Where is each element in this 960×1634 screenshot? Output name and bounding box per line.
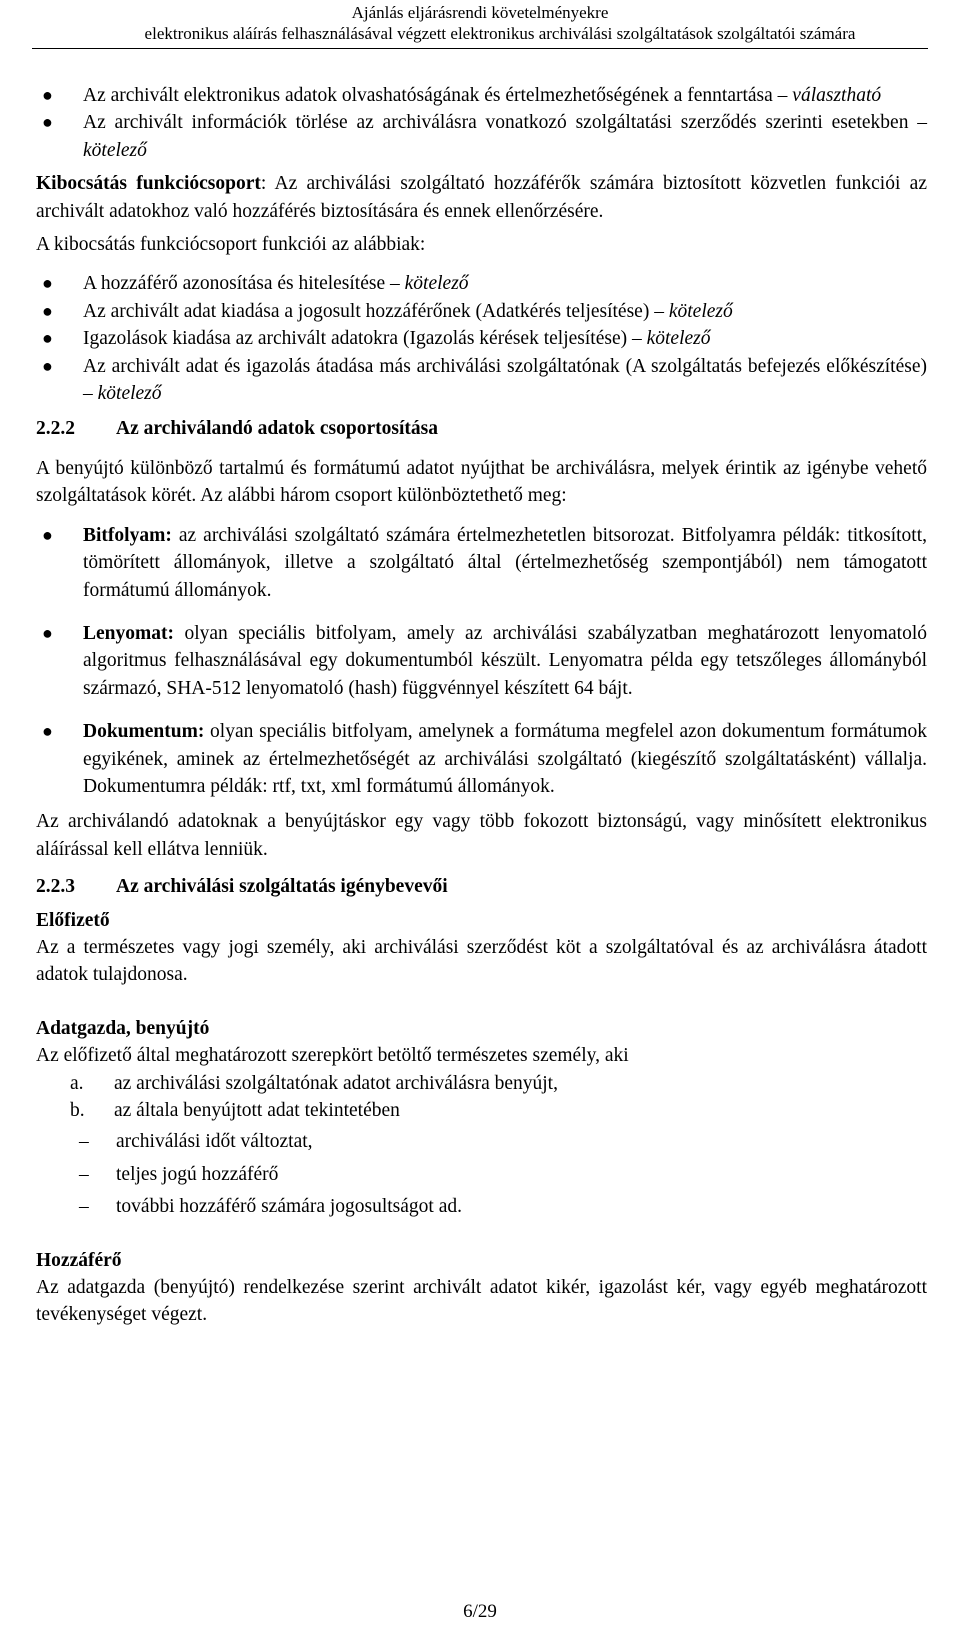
section-222-intro: A benyújtó különböző tartalmú és formátumú adatot nyújthat be archiválásra, melyek érintik az igénybe vehető szolgáltatások körét. Az alábbi három csoport különböztethető meg:	[36, 457, 927, 507]
list-item	[36, 270, 927, 297]
list-item	[36, 353, 927, 408]
list-item-text: archiválási időt változtat,	[116, 1131, 313, 1153]
bullet-icon: ●	[42, 112, 53, 133]
list-item	[36, 718, 927, 800]
section-title: Az archiválandó adatok csoportosítása	[116, 418, 438, 440]
adatgazda-sub-list	[36, 1128, 927, 1220]
list-item	[36, 298, 927, 325]
section-heading-2-2-2	[36, 415, 927, 442]
list-item-text: teljes jogú hozzáférő	[116, 1163, 279, 1185]
elofizeto-title: Előfizető	[36, 909, 110, 931]
bullet-icon: ●	[42, 273, 53, 294]
bullet-icon: ●	[42, 328, 53, 349]
list-item-text: Az archivált adat és igazolás átadása más archiválási szolgáltatónak (A szolgáltatás befejezés előkészítése) –	[83, 355, 927, 405]
status-text: kötelező	[83, 139, 147, 161]
dash-marker: –	[79, 1196, 89, 1218]
bullet-icon: ●	[42, 300, 53, 321]
elofizeto-text: Az a természetes vagy jogi személy, aki archiválási szerződést köt a szolgáltatóval és az archiválásra átadott adatok tulajdonosa.	[36, 936, 927, 986]
kibocsatas-label: Kibocsátás funkciócsoport	[36, 173, 261, 195]
list-item	[36, 82, 927, 109]
adatgazda-list	[36, 1070, 927, 1125]
term-definition: olyan speciális bitfolyam, amelynek a formátuma megfelel azon dokumentum formátumok egyikének, aminek az értelmezhetőségét az archiválási szolgáltató (kiegészítő szolgáltatásként) vállalja. Dokumentumra példák: rtf, txt, xml formátumú állományok.	[83, 721, 927, 797]
list-item-text: az archiválási szolgáltatónak adatot archiválásra benyújt,	[114, 1072, 558, 1094]
kibocsatas-intro: A kibocsátás funkciócsoport funkciói az alábbiak:	[36, 234, 426, 256]
list-item	[36, 1161, 927, 1188]
list-item	[36, 522, 927, 604]
dash-marker: –	[79, 1163, 89, 1185]
bullet-icon: ●	[42, 721, 53, 742]
list-marker: a.	[70, 1072, 84, 1094]
list-item	[36, 1070, 927, 1097]
adatgazda-title: Adatgazda, benyújtó	[36, 1017, 210, 1039]
status-text: kötelező	[97, 383, 162, 405]
hozzafero-title: Hozzáférő	[36, 1249, 122, 1271]
status-text: kötelező	[646, 328, 711, 350]
section-222-closing: Az archiválandó adatoknak a benyújtáskor egy vagy több fokozott biztonságú, vagy minősített elektronikus aláírással kell ellátva lenniük.	[36, 811, 927, 860]
term-label: Bitfolyam:	[83, 524, 172, 546]
bullet-icon: ●	[42, 524, 53, 545]
page-number: 6/29	[463, 1601, 497, 1622]
list-item-text: Az archivált elektronikus adatok olvashatóságának és értelmezhetőségének a fenntartása –	[83, 85, 793, 106]
section-number: 2.2.2	[36, 418, 75, 440]
page-header	[0, 2, 960, 44]
data-groups-list	[36, 522, 927, 801]
list-item-text: további hozzáférő számára jogosultságot ad.	[116, 1196, 463, 1218]
hozzafero-text: Az adatgazda (benyújtó) rendelkezése szerint archivált adatot kikér, igazolást kér, vagy egyéb meghatározott tevékenységet végezt.	[36, 1277, 927, 1326]
header-rule	[32, 48, 928, 49]
term-definition: olyan speciális bitfolyam, amely az archiválási szabályzatban meghatározott lenyomatoló algoritmus felhasználásával egy dokumentumból készült. Lenyomatra példa egy tetszőleges állományból származó, SHA-512 lenyomatoló (hash) függvénnyel készített 64 bájt.	[83, 622, 927, 699]
list-item	[36, 325, 927, 352]
list-item-text: Az archivált adat kiadása a jogosult hozzáférőnek (Adatkérés teljesítése) –	[83, 300, 669, 322]
kibocsatas-text: : Az archiválási szolgáltató hozzáférők számára biztosított közvetlen funkciói az archivált adatokhoz való hozzáférés biztosítására és ennek ellenőrzésére.	[36, 173, 927, 222]
list-item-text: A hozzáférő azonosítása és hitelesítése –	[83, 273, 405, 295]
header-title-line1: Ajánlás eljárásrendi követelményekre	[351, 3, 609, 22]
document-body	[36, 82, 927, 1329]
bullet-icon: ●	[42, 355, 53, 376]
section-title: Az archiválási szolgáltatás igénybevevői	[116, 876, 448, 898]
list-marker: b.	[70, 1100, 85, 1121]
bullet-icon: ●	[42, 85, 53, 105]
list-item-text: Az archivált információk törlése az archiválásra vonatkozó szolgáltatási szerződés szerinti esetekben –	[83, 112, 927, 134]
dash-marker: –	[79, 1131, 89, 1153]
list-item	[36, 620, 927, 702]
section-number: 2.2.3	[36, 876, 75, 898]
kibocsatas-paragraph	[36, 170, 927, 225]
status-text: választható	[792, 85, 882, 106]
status-text: kötelező	[668, 300, 733, 322]
status-text: kötelező	[404, 273, 469, 295]
list-item-text: az általa benyújtott adat tekintetében	[114, 1100, 400, 1121]
term-definition: az archiválási szolgáltató számára értelmezhetetlen bitsorozat. Bitfolyamra példák: titkosított, tömörített állományok, illetve a szolgáltató által (értelmezhetőség szempontjából) nem támogatott formátumú állományok.	[83, 524, 927, 601]
kibocsatas-functions-list	[36, 270, 927, 407]
list-item	[36, 1193, 927, 1220]
header-title-line2: elektronikus aláírás felhasználásával végzett elektronikus archiválási szolgáltatások szolgáltatói számára	[144, 24, 856, 43]
list-item	[36, 1097, 927, 1124]
adatgazda-intro: Az előfizető által meghatározott szerepkört betöltő természetes személy, aki	[36, 1045, 629, 1067]
list-item-text: Igazolások kiadása az archivált adatokra (Igazolás kérések teljesítése) –	[83, 328, 647, 350]
list-item	[36, 1128, 927, 1155]
section-heading-2-2-3	[36, 873, 927, 900]
list-item	[36, 109, 927, 164]
term-label: Lenyomat:	[83, 622, 174, 644]
top-bullet-list	[36, 82, 927, 164]
bullet-icon: ●	[42, 622, 53, 643]
term-label: Dokumentum:	[83, 721, 205, 743]
